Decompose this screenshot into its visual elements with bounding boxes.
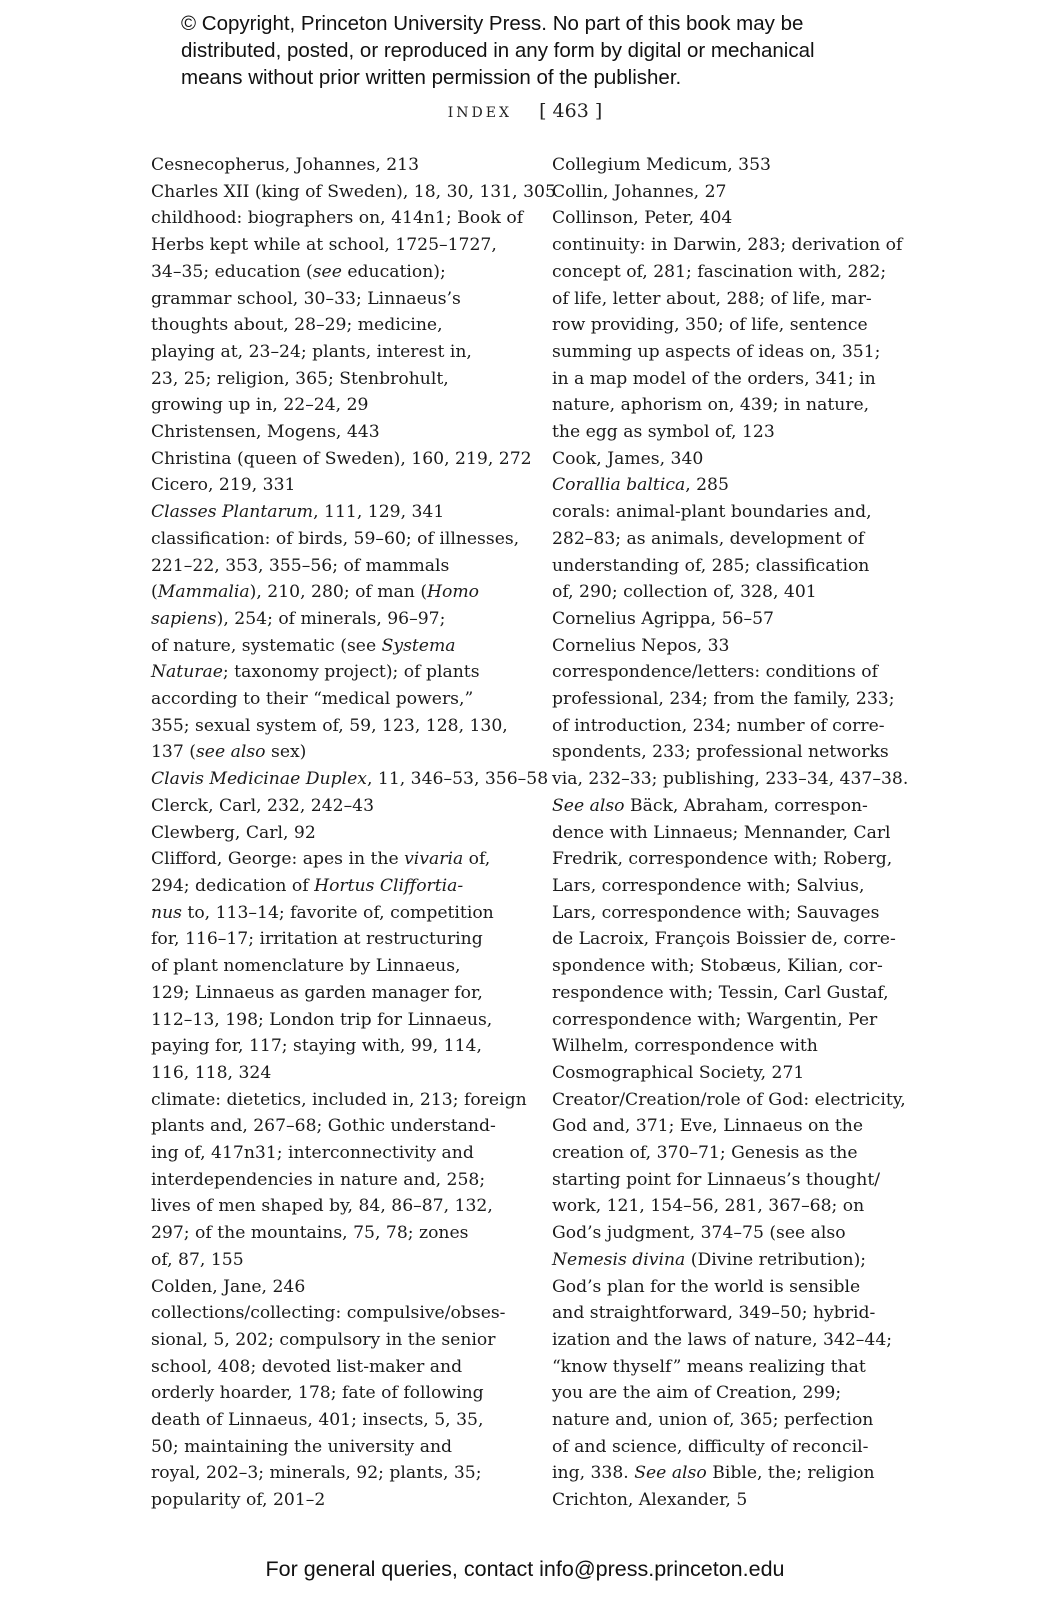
index-entry-line: school, 408; devoted list-maker and xyxy=(151,1356,463,1377)
index-entry-line: correspondence with; Wargentin, Per xyxy=(552,1009,878,1030)
index-entry xyxy=(552,152,924,179)
index-entry-line: growing up in, 22–24, 29 xyxy=(151,395,369,416)
index-entry xyxy=(552,1487,924,1514)
index-entry-line: (Mammalia), 210, 280; of man (Homo xyxy=(151,582,480,603)
index-entry-line: 50; maintaining the university and xyxy=(151,1436,453,1457)
index-entry-line: starting point for Linnaeus’s thought/ xyxy=(552,1169,881,1190)
index-entry-line: 282–83; as animals, development of xyxy=(552,528,865,549)
index-entry-line: for, 116–17; irritation at restructuring xyxy=(151,929,483,950)
index-entry-line: of, 87, 155 xyxy=(151,1249,244,1270)
index-entry-line: nature and, union of, 365; perfection xyxy=(552,1410,874,1431)
index-entry-line: in a map model of the orders, 341; in xyxy=(552,368,876,389)
index-entry xyxy=(552,472,924,499)
index-entry xyxy=(552,179,924,206)
index-entry-line: Clerck, Carl, 232, 242–43 xyxy=(151,795,375,816)
index-entry-line: 355; sexual system of, 59, 123, 128, 130, xyxy=(151,715,508,736)
index-entry-line: ing, 338. See also Bible, the; religion xyxy=(552,1463,875,1484)
index-entry-line: plants and, 267–68; Gothic understand- xyxy=(151,1116,496,1137)
index-entry-line: nus to, 113–14; favorite of, competition xyxy=(151,902,494,923)
index-entry-line: spondence with; Stobæus, Kilian, cor- xyxy=(552,956,883,977)
index-entry-line: of life, letter about, 288; of life, mar- xyxy=(552,288,872,309)
index-entry-line: sional, 5, 202; compulsory in the senior xyxy=(151,1329,496,1350)
index-entry xyxy=(552,633,924,660)
page-number: [ 463 ] xyxy=(539,100,603,122)
index-entry xyxy=(151,152,523,179)
index-entry-line: death of Linnaeus, 401; insects, 5, 35, xyxy=(151,1410,484,1431)
index-entry-line: understanding of, 285; classification xyxy=(552,555,870,576)
index-entry-line: lives of men shaped by, 84, 86–87, 132, xyxy=(151,1196,493,1217)
index-entry-line: God and, 371; Eve, Linnaeus on the xyxy=(552,1116,864,1137)
index-entry-line: interdependencies in nature and, 258; xyxy=(151,1169,486,1190)
index-entry-line: classification: of birds, 59–60; of illnesses, xyxy=(151,528,520,549)
index-entry xyxy=(151,1087,527,1274)
index-entry-line: Clavis Medicinae Duplex, 11, 346–53, 356–58 xyxy=(151,769,549,790)
index-entry-line: the egg as symbol of, 123 xyxy=(552,422,775,443)
index-entry-line: nature, aphorism on, 439; in nature, xyxy=(552,395,870,416)
index-entry-line: spondents, 233; professional networks xyxy=(552,742,889,763)
index-entry xyxy=(552,606,924,633)
index-entry xyxy=(552,499,924,606)
index-entry-line: dence with Linnaeus; Mennander, Carl xyxy=(552,822,891,843)
index-entry-line: via, 232–33; publishing, 233–34, 437–38. xyxy=(552,769,909,790)
index-entry-line: de Lacroix, François Boissier de, corre- xyxy=(552,929,896,950)
index-entry-line: work, 121, 154–56, 281, 367–68; on xyxy=(552,1196,865,1217)
index-entry-line: Lars, correspondence with; Salvius, xyxy=(552,875,865,896)
index-entry xyxy=(151,846,523,1086)
index-entry-line: Cesnecopherus, Johannes, 213 xyxy=(151,155,420,175)
index-entry-line: “know thyself” means realizing that xyxy=(552,1356,866,1377)
index-entry-line: ing of, 417n31; interconnectivity and xyxy=(151,1143,474,1164)
index-entry-line: Lars, correspondence with; Sauvages xyxy=(552,902,880,923)
index-entry-line: correspondence/letters: conditions of xyxy=(552,662,878,683)
index-entry-line: Cornelius Agrippa, 56–57 xyxy=(552,608,774,629)
index-entry xyxy=(151,820,523,847)
copyright-line: distributed, posted, or reproduced in any form by digital or mechanical xyxy=(181,39,815,62)
index-entry-line: Nemesis divina (Divine retribution); xyxy=(552,1249,867,1270)
index-entry-line: collections/collecting: compulsive/obses- xyxy=(151,1303,506,1324)
index-entry-line: respondence with; Tessin, Carl Gustaf, xyxy=(552,982,889,1003)
index-entry-line: royal, 202–3; minerals, 92; plants, 35; xyxy=(151,1463,482,1484)
index-entry-line: Crichton, Alexander, 5 xyxy=(552,1490,748,1511)
index-entry-line: Naturae; taxonomy project); of plants xyxy=(151,662,480,683)
index-entry-line: Fredrik, correspondence with; Roberg, xyxy=(552,849,893,870)
index-entry xyxy=(151,793,523,820)
index-entry-line: of and science, difficulty of reconcil- xyxy=(552,1436,869,1457)
index-entry-line: Christina (queen of Sweden), 160, 219, 272 xyxy=(151,448,532,469)
section-label: INDEX xyxy=(447,105,512,121)
index-entry-line: Cornelius Nepos, 33 xyxy=(552,635,730,656)
index-entry xyxy=(552,1087,924,1488)
index-entry-line: creation of, 370–71; Genesis as the xyxy=(552,1143,858,1164)
index-entry-line: concept of, 281; fascination with, 282; xyxy=(552,261,887,282)
index-entry-line: of, 290; collection of, 328, 401 xyxy=(552,582,817,603)
index-entry-line: Wilhelm, correspondence with xyxy=(552,1036,818,1057)
index-entry-line: continuity: in Darwin, 283; derivation of xyxy=(552,235,903,256)
index-entry-line: of introduction, 234; number of corre- xyxy=(552,715,885,736)
index-entry-line: Cosmographical Society, 271 xyxy=(552,1062,805,1083)
footer-contact: For general queries, contact info@press.princeton.edu xyxy=(265,1557,785,1581)
index-entry xyxy=(151,179,556,206)
index-entry-line: orderly hoarder, 178; fate of following xyxy=(151,1383,484,1404)
index-entry-line: 116, 118, 324 xyxy=(151,1062,272,1083)
index-entry-line: 221–22, 353, 355–56; of mammals xyxy=(151,555,450,576)
index-entry-line: Corallia baltica, 285 xyxy=(552,475,729,496)
index-entry xyxy=(151,1300,523,1514)
index-entry xyxy=(151,766,549,793)
index-entry-line: and straightforward, 349–50; hybrid- xyxy=(552,1303,876,1324)
index-entry xyxy=(151,472,523,499)
index-entry-line: you are the aim of Creation, 299; xyxy=(552,1383,842,1404)
index-entry-line: Charles XII (king of Sweden), 18, 30, 131, 305 xyxy=(151,181,556,202)
index-entry-line: 34–35; education (see education); xyxy=(151,261,446,282)
index-entry xyxy=(151,419,523,446)
index-entry-line: paying for, 117; staying with, 99, 114, xyxy=(151,1036,482,1057)
index-entry-line: 294; dedication of Hortus Cliffortia- xyxy=(151,875,464,896)
index-entry-line: Clewberg, Carl, 92 xyxy=(151,822,316,843)
index-entry-line: 137 (see also sex) xyxy=(151,742,307,763)
index-entry-line: 23, 25; religion, 365; Stenbrohult, xyxy=(151,368,449,389)
index-entry xyxy=(151,205,523,419)
index-entry-line: Cicero, 219, 331 xyxy=(151,475,296,496)
index-entry xyxy=(552,659,924,1060)
index-entry xyxy=(552,1060,924,1087)
index-entry-line: popularity of, 201–2 xyxy=(151,1490,326,1511)
index-entry-line: 112–13, 198; London trip for Linnaeus, xyxy=(151,1009,493,1030)
index-entry-line: Christensen, Mogens, 443 xyxy=(151,422,380,443)
index-entry xyxy=(151,499,523,526)
index-entry-line: climate: dietetics, included in, 213; foreign xyxy=(151,1089,527,1110)
index-entry-line: Collin, Johannes, 27 xyxy=(552,181,727,202)
index-entry-line: ization and the laws of nature, 342–44; xyxy=(552,1329,893,1350)
index-entry-line: sapiens), 254; of minerals, 96–97; xyxy=(151,608,446,629)
index-entry-line: professional, 234; from the family, 233; xyxy=(552,689,895,710)
index-entry-line: Creator/Creation/role of God: electricity, xyxy=(552,1089,906,1110)
index-entry-line: thoughts about, 28–29; medicine, xyxy=(151,315,443,336)
index-entry xyxy=(552,205,924,232)
index-column-right xyxy=(552,152,924,1514)
index-column-left xyxy=(151,152,556,1514)
index-entry-line: summing up aspects of ideas on, 351; xyxy=(552,341,881,362)
index-entry-line: Collegium Medicum, 353 xyxy=(552,155,771,175)
index-entry-line: grammar school, 30–33; Linnaeus’s xyxy=(151,288,461,309)
index-entry xyxy=(151,526,523,766)
index-entry xyxy=(151,1274,523,1301)
index-entry-line: Clifford, George: apes in the vivaria of, xyxy=(151,849,491,870)
index-entry-line: row providing, 350; of life, sentence xyxy=(552,315,868,336)
index-entry-line: 297; of the mountains, 75, 78; zones xyxy=(151,1223,469,1244)
index-entry-line: 129; Linnaeus as garden manager for, xyxy=(151,982,483,1003)
index-entry-line: playing at, 23–24; plants, interest in, xyxy=(151,341,472,362)
index-entry-line: Colden, Jane, 246 xyxy=(151,1276,306,1297)
copyright-line: means without prior written permission of the publisher. xyxy=(181,66,682,89)
copyright-line: © Copyright, Princeton University Press. No part of this book may be xyxy=(181,12,804,35)
index-entry-line: of plant nomenclature by Linnaeus, xyxy=(151,956,461,977)
index-entry-line: See also Bäck, Abraham, correspon- xyxy=(552,795,868,816)
index-entry-line: according to their “medical powers,” xyxy=(151,689,474,710)
index-entry-line: childhood: biographers on, 414n1; Book of xyxy=(151,208,524,229)
index-entry-line: Collinson, Peter, 404 xyxy=(552,208,733,229)
index-entry-line: Herbs kept while at school, 1725–1727, xyxy=(151,235,497,256)
index-entry-line: God’s judgment, 374–75 (see also xyxy=(552,1223,846,1244)
index-entry-line: Cook, James, 340 xyxy=(552,448,704,469)
index-entry xyxy=(552,232,924,446)
running-head xyxy=(0,100,1050,122)
index-entry-line: corals: animal-plant boundaries and, xyxy=(552,502,872,523)
index-entry-line: Classes Plantarum, 111, 129, 341 xyxy=(151,502,445,523)
index-entry-line: of nature, systematic (see Systema xyxy=(151,635,456,656)
index-entry xyxy=(552,446,924,473)
index-entry xyxy=(151,446,532,473)
index-entry-line: God’s plan for the world is sensible xyxy=(552,1276,861,1297)
copyright-notice xyxy=(181,10,901,91)
